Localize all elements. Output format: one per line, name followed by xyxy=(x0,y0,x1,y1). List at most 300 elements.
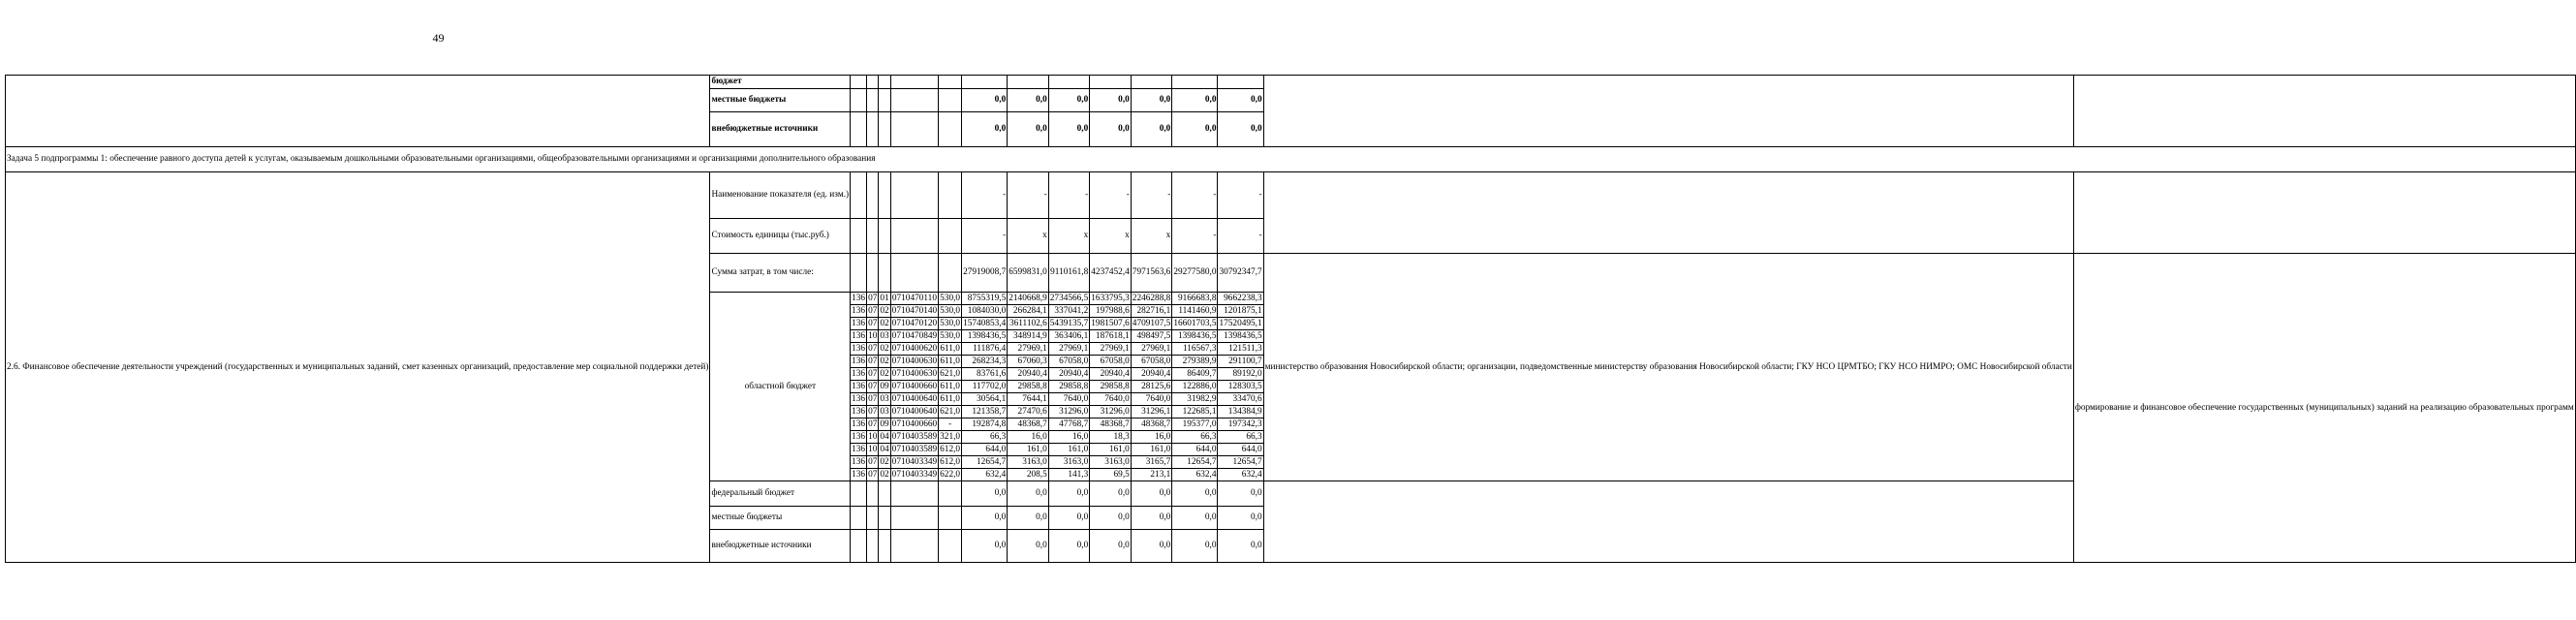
code-cell: 136 xyxy=(852,293,866,303)
value-cell: 122685,1 xyxy=(1172,406,1218,418)
code-cell: 136 xyxy=(852,381,866,391)
value-cell: 4709107,5 xyxy=(1132,318,1171,328)
code-cell: - xyxy=(939,418,962,431)
value-cell: 5439135,7 xyxy=(1049,318,1089,328)
empty-org-cell xyxy=(1263,172,2073,254)
value-cell: 134384,9 xyxy=(1218,406,1263,418)
code-cell xyxy=(939,481,962,507)
value-cell: 7644,1 xyxy=(1008,393,1049,406)
code-cell: 0710403349 xyxy=(891,469,938,480)
indicator-label: Наименование показателя (ед. изм.) xyxy=(710,172,851,219)
code-cell: 530,0 xyxy=(940,293,961,303)
code-cell: 0710400620 xyxy=(891,343,938,354)
code-cell xyxy=(879,530,890,563)
value-cell: 116567,3 xyxy=(1172,343,1218,356)
value-cell: 291100,7 xyxy=(1218,356,1263,368)
value-cell: 161,0 xyxy=(1008,444,1049,456)
code-cell xyxy=(879,89,890,112)
value-cell: 161,0 xyxy=(1131,444,1172,456)
value-cell: 33470,6 xyxy=(1218,393,1263,406)
code-cell: 611,0 xyxy=(940,343,960,354)
code-cell: 136 xyxy=(852,456,866,467)
value-cell: 161,0 xyxy=(1048,444,1090,456)
code-cell: 03 xyxy=(880,393,889,404)
code-cell xyxy=(879,172,890,219)
value-cell: 0,0 xyxy=(1172,481,1218,507)
value-cell: 644,0 xyxy=(962,444,1008,456)
code-cell: 04 xyxy=(880,444,889,454)
code-cell: 02 xyxy=(880,318,889,328)
value-cell: 17520495,1 xyxy=(1219,318,1262,328)
code-cell: 0710400640 xyxy=(891,406,938,417)
value-cell: 67058,0 xyxy=(1090,356,1132,368)
value-cell: 7640,0 xyxy=(1048,393,1090,406)
value-cell: 363406,1 xyxy=(1048,330,1090,343)
code-cell: 621,0 xyxy=(940,368,961,379)
value-cell: 16,0 xyxy=(1008,431,1049,444)
code-cell: 03 xyxy=(880,330,889,341)
code-cell: 02 xyxy=(880,368,889,379)
code-cell: 09 xyxy=(880,381,889,391)
code-cell: 136 xyxy=(852,406,866,417)
value-cell: 632,4 xyxy=(1218,469,1263,481)
code-cell xyxy=(867,76,879,89)
code-cell: 07 xyxy=(868,293,878,303)
value-cell: 30792347,7 xyxy=(1218,254,1263,293)
code-cell xyxy=(851,112,867,147)
code-cell xyxy=(890,507,938,530)
value-cell xyxy=(1172,76,1218,89)
value-cell: 1981507,6 xyxy=(1091,318,1130,328)
value-cell: 67058,0 xyxy=(1131,356,1172,368)
value-cell xyxy=(1008,76,1049,89)
value-cell: 3163,0 xyxy=(1008,456,1049,469)
org-cell-top xyxy=(1263,76,2073,147)
value-cell: 2734566,5 xyxy=(1049,293,1089,303)
code-cell: 03 xyxy=(880,406,889,417)
value-cell: 0,0 xyxy=(1131,481,1172,507)
code-cell: 10 xyxy=(868,330,878,341)
code-cell: 0710470849 xyxy=(891,330,938,341)
value-cell: 67058,0 xyxy=(1048,356,1090,368)
value-cell: 121511,3 xyxy=(1218,343,1263,356)
value-cell: 0,0 xyxy=(1218,530,1263,563)
value-cell: 27919008,7 xyxy=(962,254,1008,293)
value-cell: 0,0 xyxy=(1090,481,1132,507)
code-cell xyxy=(851,507,867,530)
value-cell: 0,0 xyxy=(1131,112,1172,147)
code-cell: 136 xyxy=(852,368,866,379)
value-cell: 0,0 xyxy=(1048,112,1090,147)
value-cell: 1398436,5 xyxy=(962,330,1008,343)
value-cell: 3611102,6 xyxy=(1008,318,1049,330)
responsible-org: министерство образования Новосибирской области; организации, подведомственные министерству образования Новосибирской области; ГКУ НСО ЦРМТБО; ГКУ НСО НИМРО; ОМС Новосибирской области xyxy=(1263,254,2073,481)
code-cell xyxy=(879,481,890,507)
table-row xyxy=(6,147,2576,172)
code-cell: 136 xyxy=(852,444,866,454)
code-cell xyxy=(879,76,890,89)
value-cell: 86409,7 xyxy=(1172,368,1218,381)
code-cell: 07 xyxy=(868,356,878,366)
code-cell xyxy=(890,76,938,89)
value-cell: 632,4 xyxy=(962,469,1008,481)
value-cell: 0,0 xyxy=(1172,89,1218,112)
code-cell: 530,0 xyxy=(940,318,961,328)
value-cell: 15740853,4 xyxy=(963,318,1007,328)
value-cell: 0,0 xyxy=(1008,112,1049,147)
value-cell: 12654,7 xyxy=(1218,456,1263,469)
value-cell: - xyxy=(1172,172,1218,219)
value-cell: 1398436,5 xyxy=(1218,330,1263,343)
code-cell: 530,0 xyxy=(940,330,961,341)
code-cell: 622,0 xyxy=(940,469,961,480)
value-cell: 0,0 xyxy=(1090,89,1132,112)
expected-result: формирование и финансовое обеспечение государственных (муниципальных) заданий на реализацию образовательных программ xyxy=(2073,254,2575,563)
value-cell: 12654,7 xyxy=(1172,456,1218,469)
value-cell: 279389,9 xyxy=(1172,356,1218,368)
value-cell: 0,0 xyxy=(1090,112,1132,147)
value-cell: 0,0 xyxy=(1008,530,1049,563)
code-cell: 0710403589 xyxy=(891,431,938,442)
budget-table xyxy=(5,75,2576,563)
code-cell xyxy=(867,481,879,507)
value-cell: 66,3 xyxy=(1172,431,1218,444)
value-cell: 7640,0 xyxy=(1090,393,1132,406)
code-cell xyxy=(851,530,867,563)
value-cell xyxy=(1218,76,1263,89)
value-cell: 7640,0 xyxy=(1131,393,1172,406)
code-cell: 612,0 xyxy=(940,456,961,467)
result-cell-top xyxy=(2073,76,2575,147)
value-cell: х xyxy=(1048,219,1090,254)
code-cell xyxy=(939,219,962,254)
value-cell: 197342,3 xyxy=(1218,418,1263,431)
value-cell: 1141460,9 xyxy=(1172,305,1218,318)
value-cell: 7971563,6 xyxy=(1131,254,1172,293)
value-cell: 31296,0 xyxy=(1048,406,1090,418)
code-cell: 611,0 xyxy=(940,393,960,404)
value-cell: 0,0 xyxy=(1090,507,1132,530)
code-cell: 0710470110 xyxy=(891,293,937,303)
value-cell: 0,0 xyxy=(1008,481,1049,507)
code-cell xyxy=(890,219,938,254)
value-cell: 0,0 xyxy=(962,112,1008,147)
value-cell: х xyxy=(1008,219,1049,254)
value-cell: 0,0 xyxy=(1048,89,1090,112)
value-cell: 16601703,5 xyxy=(1173,318,1217,328)
value-cell: 0,0 xyxy=(962,481,1008,507)
value-cell: 66,3 xyxy=(962,431,1008,444)
activity-cell-top xyxy=(6,76,710,147)
task-title: Задача 5 подпрограммы 1: обеспечение равного доступа детей к услугам, оказываемым дошкольными образовательными организациями, общеобразовательными организациями и организациями дополнительного образования xyxy=(6,147,2576,172)
code-cell xyxy=(867,112,879,147)
table-row xyxy=(6,76,2576,89)
code-cell: 136 xyxy=(852,469,866,480)
value-cell: - xyxy=(1008,172,1049,219)
code-cell xyxy=(939,172,962,219)
value-cell: 213,1 xyxy=(1131,469,1172,481)
value-cell: 16,0 xyxy=(1131,431,1172,444)
value-cell: 197988,6 xyxy=(1090,305,1132,318)
code-cell xyxy=(879,219,890,254)
code-cell: 612,0 xyxy=(940,444,961,454)
value-cell: 1633795,3 xyxy=(1091,293,1130,303)
value-cell: 27470,6 xyxy=(1008,406,1049,418)
code-cell: 0710470140 xyxy=(891,305,938,316)
value-cell: 12654,7 xyxy=(962,456,1008,469)
value-cell: 0,0 xyxy=(1131,89,1172,112)
code-cell: 136 xyxy=(852,305,866,316)
value-cell: 0,0 xyxy=(1008,89,1049,112)
code-cell: 0710400660 xyxy=(891,418,938,429)
value-cell: 128303,5 xyxy=(1218,381,1263,393)
code-cell xyxy=(851,172,867,219)
value-cell: 27969,1 xyxy=(1131,343,1172,356)
value-cell: 0,0 xyxy=(1218,89,1263,112)
value-cell: 0,0 xyxy=(962,507,1008,530)
code-cell xyxy=(939,76,962,89)
value-cell: 0,0 xyxy=(1218,481,1263,507)
code-cell: 136 xyxy=(852,418,866,429)
code-cell: 07 xyxy=(868,406,878,417)
value-cell: - xyxy=(1131,172,1172,219)
value-cell: 632,4 xyxy=(1172,469,1218,481)
code-cell xyxy=(879,507,890,530)
code-cell: 07 xyxy=(868,318,878,328)
code-cell: 0710403589 xyxy=(891,444,938,454)
value-cell: 121358,7 xyxy=(962,406,1008,418)
value-cell: 644,0 xyxy=(1218,444,1263,456)
value-cell: 47768,7 xyxy=(1048,418,1090,431)
value-cell: 3165,7 xyxy=(1131,456,1172,469)
value-cell: 192874,8 xyxy=(962,418,1008,431)
value-cell: 20940,4 xyxy=(1090,368,1132,381)
indicator-label: Стоимость единицы (тыс.руб.) xyxy=(710,219,851,254)
code-cell xyxy=(939,507,962,530)
code-cell xyxy=(851,219,867,254)
value-cell: 29858,8 xyxy=(1090,381,1132,393)
code-cell: 0710400630 xyxy=(891,368,938,379)
value-cell: - xyxy=(1048,172,1090,219)
code-cell: 136 xyxy=(852,393,866,404)
value-cell: 266284,1 xyxy=(1008,305,1049,318)
code-cell xyxy=(879,254,890,293)
code-cell: 136 xyxy=(852,318,866,328)
code-cell: 621,0 xyxy=(940,406,961,417)
regional-budget-label: областной бюджет xyxy=(710,293,851,481)
value-cell: 30564,1 xyxy=(962,393,1008,406)
value-cell: 67060,3 xyxy=(1008,356,1049,368)
value-cell: 29858,8 xyxy=(1008,381,1049,393)
value-cell: 1084030,0 xyxy=(962,305,1008,318)
code-cell xyxy=(890,254,938,293)
value-cell: 268234,3 xyxy=(962,356,1008,368)
value-cell: х xyxy=(1131,219,1172,254)
code-cell xyxy=(939,89,962,112)
value-cell: 0,0 xyxy=(1090,530,1132,563)
code-cell: 07 xyxy=(868,456,878,467)
source-label: внебюджетные источники xyxy=(710,530,851,563)
code-cell: 07 xyxy=(868,418,878,429)
code-cell xyxy=(851,76,867,89)
value-cell: 141,3 xyxy=(1048,469,1090,481)
value-cell: 0,0 xyxy=(1131,507,1172,530)
value-cell: 9166683,8 xyxy=(1172,293,1218,305)
value-cell: 48368,7 xyxy=(1090,418,1132,431)
code-cell: 0710403349 xyxy=(891,456,938,467)
value-cell: 6599831,0 xyxy=(1008,254,1049,293)
code-cell: 530,0 xyxy=(940,305,961,316)
value-cell: 20940,4 xyxy=(1131,368,1172,381)
code-cell xyxy=(939,254,962,293)
code-cell xyxy=(851,254,867,293)
value-cell: 20940,4 xyxy=(1008,368,1049,381)
value-cell: 9110161,8 xyxy=(1048,254,1090,293)
value-cell: - xyxy=(1218,219,1263,254)
source-label: бюджет xyxy=(710,76,851,89)
code-cell: 10 xyxy=(868,444,878,454)
code-cell: 0710470120 xyxy=(891,318,938,328)
code-cell: 0710400640 xyxy=(891,393,938,404)
value-cell xyxy=(962,76,1008,89)
code-cell: 10 xyxy=(868,431,878,442)
code-cell xyxy=(867,530,879,563)
code-cell: 07 xyxy=(868,305,878,316)
value-cell: 0,0 xyxy=(1218,507,1263,530)
source-label: федеральный бюджет xyxy=(710,481,851,507)
code-cell: 611,0 xyxy=(940,381,960,391)
table-row xyxy=(6,172,2576,219)
code-cell: 07 xyxy=(868,381,878,391)
source-label: внебюджетные источники xyxy=(710,112,851,147)
value-cell: 498497,5 xyxy=(1131,330,1172,343)
code-cell: 136 xyxy=(852,343,866,354)
value-cell: 29277580,0 xyxy=(1172,254,1218,293)
code-cell xyxy=(867,89,879,112)
value-cell: 0,0 xyxy=(1048,507,1090,530)
value-cell: 1201875,1 xyxy=(1218,305,1263,318)
value-cell: 0,0 xyxy=(1218,112,1263,147)
code-cell: 136 xyxy=(852,330,866,341)
value-cell: - xyxy=(1218,172,1263,219)
activity-name: 2.6. Финансовое обеспечение деятельности учреждений (государственных и муниципальных заданий, смет казенных организаций, предоставление мер социальной поддержки детей) xyxy=(6,172,710,563)
value-cell: - xyxy=(962,172,1008,219)
value-cell: 208,5 xyxy=(1008,469,1049,481)
indicator-label: Сумма затрат, в том числе: xyxy=(710,254,851,293)
code-cell xyxy=(851,89,867,112)
value-cell: 187618,1 xyxy=(1090,330,1132,343)
value-cell: 18,3 xyxy=(1090,431,1132,444)
code-cell xyxy=(890,481,938,507)
code-cell: 02 xyxy=(880,343,889,354)
code-cell xyxy=(890,112,938,147)
code-cell: 01 xyxy=(880,293,889,303)
value-cell: 348914,9 xyxy=(1008,330,1049,343)
code-cell: 02 xyxy=(880,305,889,316)
value-cell: 48368,7 xyxy=(1008,418,1049,431)
code-cell xyxy=(890,530,938,563)
value-cell: 0,0 xyxy=(1172,112,1218,147)
code-cell xyxy=(867,254,879,293)
code-cell: 321,0 xyxy=(940,431,961,442)
code-cell xyxy=(939,112,962,147)
value-cell: х xyxy=(1090,219,1132,254)
value-cell: 29858,8 xyxy=(1048,381,1090,393)
value-cell: 48368,7 xyxy=(1131,418,1172,431)
value-cell: 31296,1 xyxy=(1131,406,1172,418)
value-cell xyxy=(1048,76,1090,89)
value-cell: 3163,0 xyxy=(1090,456,1132,469)
value-cell: 16,0 xyxy=(1048,431,1090,444)
value-cell: 337041,2 xyxy=(1048,305,1090,318)
value-cell: 0,0 xyxy=(962,89,1008,112)
source-label: местные бюджеты xyxy=(710,89,851,112)
value-cell: 2140668,9 xyxy=(1009,293,1047,303)
empty-org-cell xyxy=(1263,481,2073,563)
value-cell: 644,0 xyxy=(1172,444,1218,456)
code-cell: 0710400660 xyxy=(891,381,938,391)
code-cell: 136 xyxy=(852,356,866,366)
value-cell: 31982,9 xyxy=(1172,393,1218,406)
value-cell xyxy=(1131,76,1172,89)
value-cell: - xyxy=(1172,219,1218,254)
value-cell: 111876,4 xyxy=(962,343,1008,356)
value-cell: 1398436,5 xyxy=(1172,330,1218,343)
code-cell xyxy=(879,112,890,147)
value-cell: 122886,0 xyxy=(1172,381,1218,393)
code-cell: 02 xyxy=(880,469,889,480)
value-cell: - xyxy=(1090,172,1132,219)
value-cell: 9662238,3 xyxy=(1218,293,1263,305)
code-cell xyxy=(867,507,879,530)
value-cell: 117702,0 xyxy=(962,381,1008,393)
value-cell: 161,0 xyxy=(1090,444,1132,456)
value-cell: 195377,0 xyxy=(1172,418,1218,431)
code-cell: 02 xyxy=(880,456,889,467)
value-cell: 20940,4 xyxy=(1048,368,1090,381)
code-cell xyxy=(867,219,879,254)
value-cell: 0,0 xyxy=(962,530,1008,563)
value-cell: 0,0 xyxy=(1131,530,1172,563)
page-number: 49 xyxy=(432,31,445,45)
value-cell: 0,0 xyxy=(1172,530,1218,563)
value-cell: 27969,1 xyxy=(1008,343,1049,356)
value-cell: 0,0 xyxy=(1048,481,1090,507)
table-body xyxy=(6,76,2576,563)
value-cell: 27969,1 xyxy=(1048,343,1090,356)
code-cell: 136 xyxy=(852,431,866,442)
code-cell xyxy=(939,530,962,563)
value-cell: 3163,0 xyxy=(1048,456,1090,469)
value-cell: 66,3 xyxy=(1218,431,1263,444)
value-cell: 27969,1 xyxy=(1090,343,1132,356)
code-cell xyxy=(851,481,867,507)
value-cell: 31296,0 xyxy=(1090,406,1132,418)
code-cell xyxy=(890,89,938,112)
value-cell: 83761,6 xyxy=(962,368,1008,381)
code-cell: 07 xyxy=(868,469,878,480)
value-cell: 28125,6 xyxy=(1131,381,1172,393)
value-cell: 0,0 xyxy=(1048,530,1090,563)
code-cell: 02 xyxy=(880,356,889,366)
code-cell: 07 xyxy=(868,343,878,354)
value-cell xyxy=(1090,76,1132,89)
value-cell: 282716,1 xyxy=(1131,305,1172,318)
value-cell: 69,5 xyxy=(1090,469,1132,481)
code-cell: 611,0 xyxy=(940,356,960,366)
code-cell xyxy=(867,172,879,219)
code-cell: 07 xyxy=(868,393,878,404)
